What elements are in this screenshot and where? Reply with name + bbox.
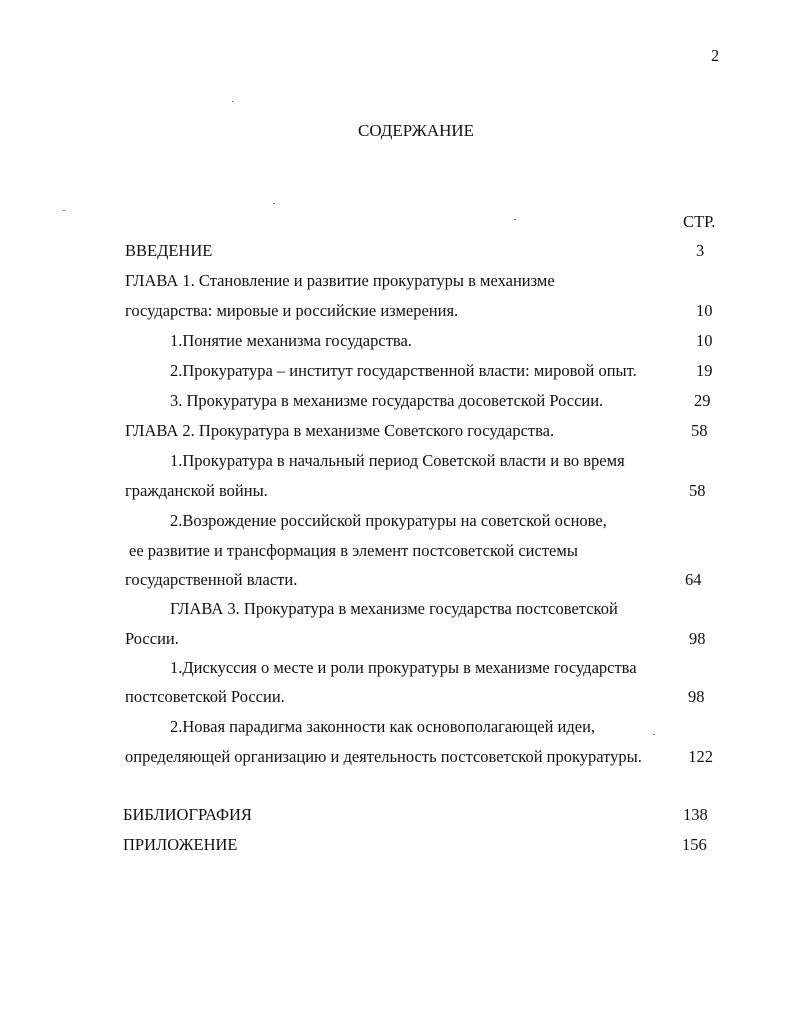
toc-page-section-1-1: 10 [696,331,713,350]
toc-section-3-1-line-2: постсоветской России. [125,687,285,706]
toc-appendix: ПРИЛОЖЕНИЕ [123,835,238,854]
scan-speck [273,203,275,204]
toc-section-2-2-line-1: 2.Возрождение российской прокуратуры на советской основе, [170,511,607,530]
toc-page-section-3-1: 98 [688,687,705,706]
toc-page-appendix: 156 [682,835,707,854]
scan-speck [63,210,65,211]
toc-section-3-2-line-2: определяющей организацию и деятельность постсоветской прокуратуры. [125,747,642,766]
toc-page-chapter-3: 98 [689,629,706,648]
toc-section-1-2: 2.Прокуратура – институт государственной власти: мировой опыт. [170,361,637,380]
toc-page-chapter-1: 10 [696,301,713,320]
toc-section-3-1-line-1: 1.Дискуссия о месте и роли прокуратуры в механизме государства [170,658,637,677]
toc-chapter-2: ГЛАВА 2. Прокуратура в механизме Советского государства. [125,421,555,440]
page-column-header: СТР. [683,212,716,231]
toc-page-section-3-2: 122 [688,747,713,766]
toc-page-section-1-2: 19 [696,361,713,380]
toc-page-section-1-3: 29 [694,391,711,410]
toc-page-introduction: 3 [696,241,705,260]
toc-page-section-2-2: 64 [685,570,702,589]
toc-section-3-2-line-1: 2.Новая парадигма законности как основополагающей идеи, [170,717,596,736]
toc-section-2-1-line-2: гражданской войны. [125,481,268,500]
toc-chapter-3-line-1: ГЛАВА 3. Прокуратура в механизме государства постсоветской [170,599,618,618]
toc-page-section-2-1: 58 [689,481,706,500]
toc-page-bibliography: 138 [683,805,708,824]
scan-speck [232,101,234,102]
scan-speck [514,219,516,220]
toc-page-chapter-2: 58 [691,421,708,440]
toc-section-2-2-line-2: ее развитие и трансформация в элемент постсоветской системы [129,541,578,560]
toc-chapter-1-line-2: государства: мировые и российские измерения. [125,301,459,320]
toc-chapter-1-line-1: ГЛАВА 1. Становление и развитие прокуратуры в механизме [125,271,555,290]
page-title: СОДЕРЖАНИЕ [358,121,475,140]
toc-section-1-1: 1.Понятие механизма государства. [170,331,412,350]
toc-chapter-3-line-2: России. [125,629,179,648]
toc-section-2-1-line-1: 1.Прокуратура в начальный период Советской власти и во время [170,451,625,470]
toc-entry-introduction: ВВЕДЕНИЕ [125,241,213,260]
scan-speck [653,734,655,735]
toc-section-2-2-line-3: государственной власти. [125,570,298,589]
page-number: 2 [711,46,720,65]
toc-section-1-3: 3. Прокуратура в механизме государства досоветской России. [170,391,604,410]
toc-bibliography: БИБЛИОГРАФИЯ [123,805,252,824]
